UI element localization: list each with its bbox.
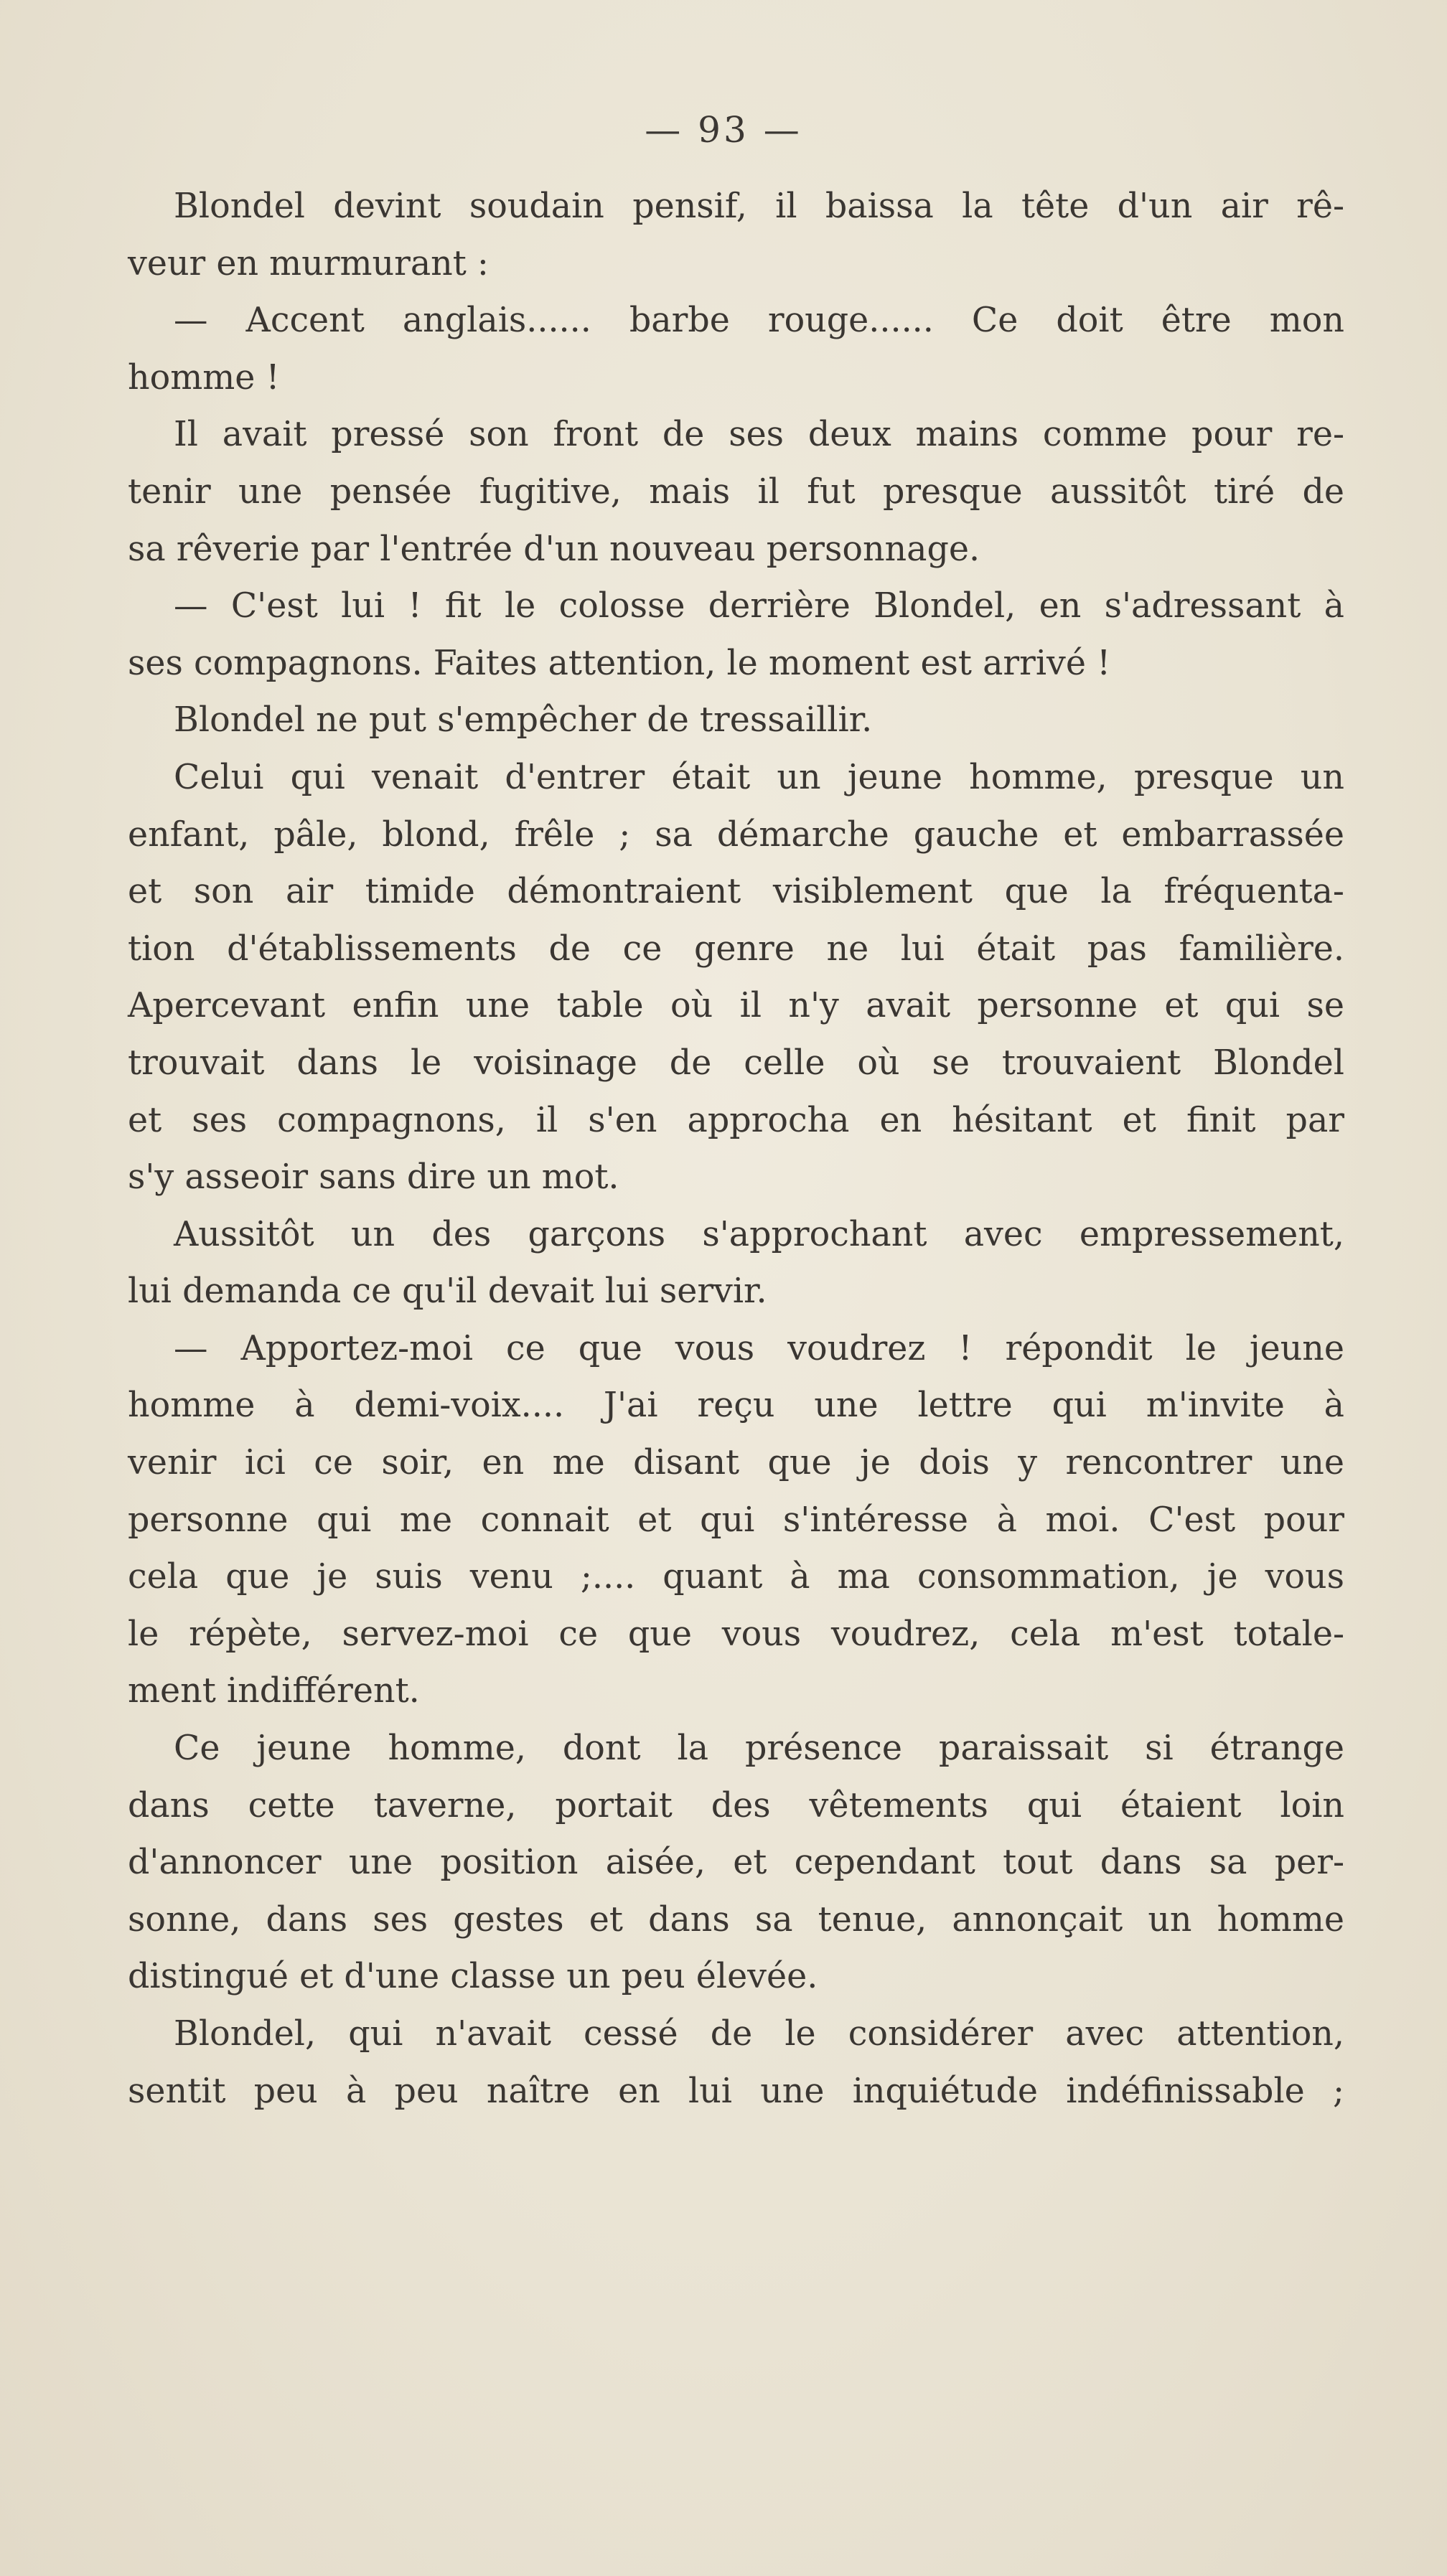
text-line: le répète, servez-moi ce que vous voudrez, cela m'est totale- [128,1614,1344,1654]
page-number: — 93 — [645,109,802,151]
text-line: Apercevant enfin une table où il n'y avait personne et qui se [128,986,1344,1026]
text-line: homme à demi-voix.... J'ai reçu une lettre qui m'invite à [128,1386,1344,1426]
text-line: — Accent anglais...... barbe rouge...... Ce doit être mon [174,301,1344,341]
text-line: personne qui me connait et qui s'intéresse à moi. C'est pour [128,1500,1344,1540]
text-line: sonne, dans ses gestes et dans sa tenue, annonçait un homme [128,1899,1344,1940]
text-line: veur en murmurant : [128,243,489,283]
text-line: Ce jeune homme, dont la présence paraissait si étrange [174,1729,1344,1769]
text-line: tenir une pensée fugitive, mais il fut presque aussitôt tiré de [128,471,1344,512]
text-line: distingué et d'une classe un peu élevée. [128,1957,818,1997]
text-line: dans cette taverne, portait des vêtements qui étaient loin [128,1785,1344,1825]
text-line: s'y asseoir sans dire un mot. [128,1157,619,1198]
text-line: Blondel, qui n'avait cessé de le considérer avec attention, [174,2014,1344,2054]
text-line: Aussitôt un des garçons s'approchant avec empressement, [174,1214,1344,1254]
text-line: — C'est lui ! fit le colosse derrière Blondel, en s'adressant à [174,586,1344,626]
text-line: ses compagnons. Faites attention, le moment est arrivé ! [128,643,1111,683]
text-line: homme ! [128,357,280,398]
text-line: Il avait pressé son front de ses deux mains comme pour re- [174,415,1344,455]
text-line: — Apportez-moi ce que vous voudrez ! répondit le jeune [174,1328,1344,1368]
text-line: venir ici ce soir, en me disant que je dois y rencontrer une [128,1443,1344,1483]
text-line: cela que je suis venu ;.... quant à ma consommation, je vous [128,1557,1344,1597]
text-line: Celui qui venait d'entrer était un jeune homme, presque un [174,757,1344,797]
text-line: Blondel devint soudain pensif, il baissa la tête d'un air rê- [174,187,1344,226]
text-line: Blondel ne put s'empêcher de tressaillir. [174,700,873,741]
text-line: d'annoncer une position aisée, et cependant tout dans sa per- [128,1843,1344,1883]
body-text [128,178,1344,2120]
text-line: lui demanda ce qu'il devait lui servir. [128,1271,767,1312]
text-line: et ses compagnons, il s'en approcha en hésitant et finit par [128,1100,1344,1140]
text-line: enfant, pâle, blond, frêle ; sa démarche gauche et embarrassée [128,814,1344,855]
text-line: et son air timide démontraient visiblement que la fréquenta- [128,872,1344,912]
text-line: tion d'établissements de ce genre ne lui était pas familière. [128,929,1344,969]
text-line: sa rêverie par l'entrée d'un nouveau personnage. [128,529,980,569]
text-line: trouvait dans le voisinage de celle où se trouvaient Blondel [128,1043,1344,1083]
text-line: ment indifférent. [128,1671,420,1711]
text-line: sentit peu à peu naître en lui une inquiétude indéfinissable ; [128,2071,1344,2111]
